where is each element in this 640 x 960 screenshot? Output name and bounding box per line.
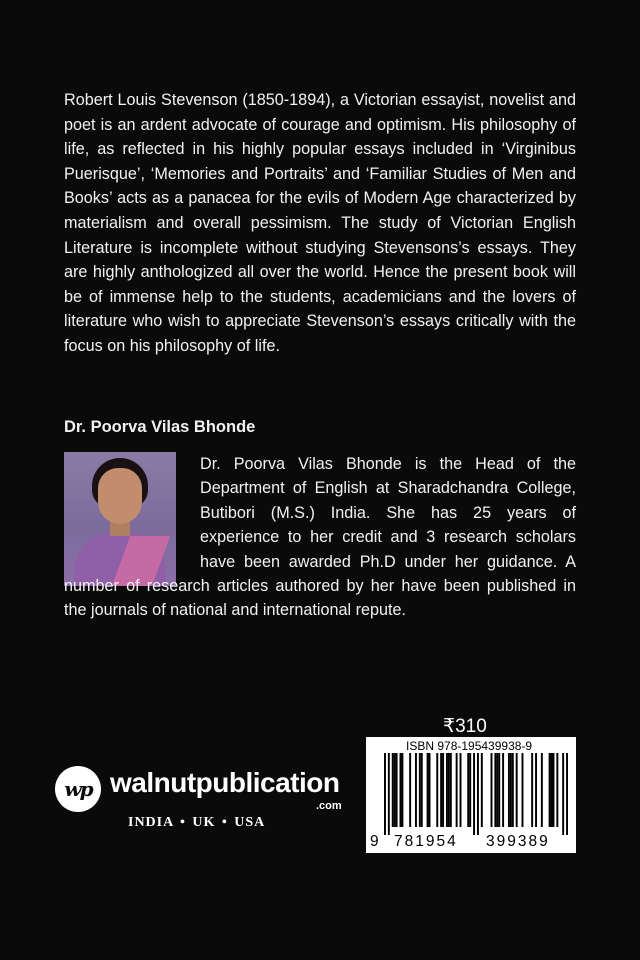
barcode-bar <box>401 753 403 827</box>
barcode-bar <box>429 753 431 827</box>
barcode-bar <box>473 753 475 835</box>
barcode-bar <box>394 753 396 827</box>
barcode-bar <box>392 753 394 827</box>
barcode-bar <box>541 753 543 827</box>
barcode-bar <box>469 753 471 827</box>
author-name-heading: Dr. Poorva Vilas Bhonde <box>64 418 256 436</box>
barcode-bar <box>442 753 444 827</box>
barcode-bar <box>498 753 500 827</box>
barcode-bar <box>549 753 551 827</box>
barcode-bar <box>436 753 438 827</box>
barcode-bar <box>496 753 498 827</box>
barcode-bar <box>562 753 564 835</box>
isbn-barcode <box>366 737 576 853</box>
barcode-left-group: 781954 <box>394 833 458 850</box>
barcode-bar <box>535 753 537 827</box>
barcode-digits <box>370 833 574 851</box>
barcode-bar <box>491 753 493 827</box>
barcode-bar <box>512 753 514 827</box>
barcode-bar <box>399 753 401 827</box>
barcode-bars <box>384 753 568 835</box>
barcode-bar <box>450 753 452 827</box>
barcode-right-group: 399389 <box>486 833 550 850</box>
barcode-bar <box>419 753 421 827</box>
barcode-bar <box>566 753 568 835</box>
book-price: ₹310 <box>443 716 487 737</box>
barcode-first-digit: 9 <box>370 833 379 850</box>
barcode-bar <box>384 753 386 835</box>
barcode-bar <box>427 753 429 827</box>
barcode-bar <box>467 753 469 827</box>
barcode-bar <box>502 753 504 827</box>
barcode-bar <box>415 753 417 827</box>
barcode-bar <box>508 753 510 827</box>
publisher-domain: .com <box>316 800 342 812</box>
isbn-label: ISBN 978-195439938-9 <box>406 739 533 753</box>
barcode-bar <box>388 753 390 835</box>
publisher-countries: INDIA • UK • USA <box>128 815 266 830</box>
barcode-bar <box>421 753 423 827</box>
barcode-bar <box>510 753 512 827</box>
barcode-bar <box>531 753 533 827</box>
barcode-bar <box>556 753 558 827</box>
barcode-bar <box>409 753 411 827</box>
back-cover-blurb: Robert Louis Stevenson (1850-1894), a Victorian essayist, novelist and poet is an ardent advocate of courage and optimism. His philosophy of life, as reflected in his highly popular essays included in ‘Virginibus Puerisque’, ‘Memories and Portraits’ and ‘Familiar Studies of Men and Books’ acts as a panacea for the evils of Modern Age characterized by materialism and overall pessimism. The study of Victorian English Literature is incomplete without studying Stevensons’s essays. They are highly anthologized all over the world. Hence the present book will be of immense help to the students, academicians and the lovers of literature who wish to appreciate Stevenson’s essays critically with the focus on his philosophy of life. <box>64 91 576 355</box>
barcode-bar <box>396 753 398 827</box>
publisher-name: walnutpublication <box>110 767 340 798</box>
barcode-bar <box>516 753 518 827</box>
barcode-bar <box>551 753 553 827</box>
barcode-bar <box>456 753 458 827</box>
barcode-bar <box>522 753 524 827</box>
author-bio-block <box>64 452 576 623</box>
walnut-logo-icon: wp <box>55 766 101 812</box>
barcode-bar <box>448 753 450 827</box>
barcode-bar <box>460 753 462 827</box>
barcode-bar <box>440 753 442 827</box>
barcode-bar <box>477 753 479 835</box>
author-bio: Dr. Poorva Vilas Bhonde is the Head of the Department of English at Sharadchandra College, Butibori (M.S.) India. She has 25 years of experience to her credit and 3 research scholars have been awarded Ph.D under her guidance. A number of research articles authored by her have been published in the journals of national and international repute. <box>64 455 576 620</box>
barcode-bar <box>494 753 496 827</box>
barcode-bar <box>481 753 483 827</box>
barcode-bar <box>446 753 448 827</box>
barcode-bar <box>553 753 555 827</box>
